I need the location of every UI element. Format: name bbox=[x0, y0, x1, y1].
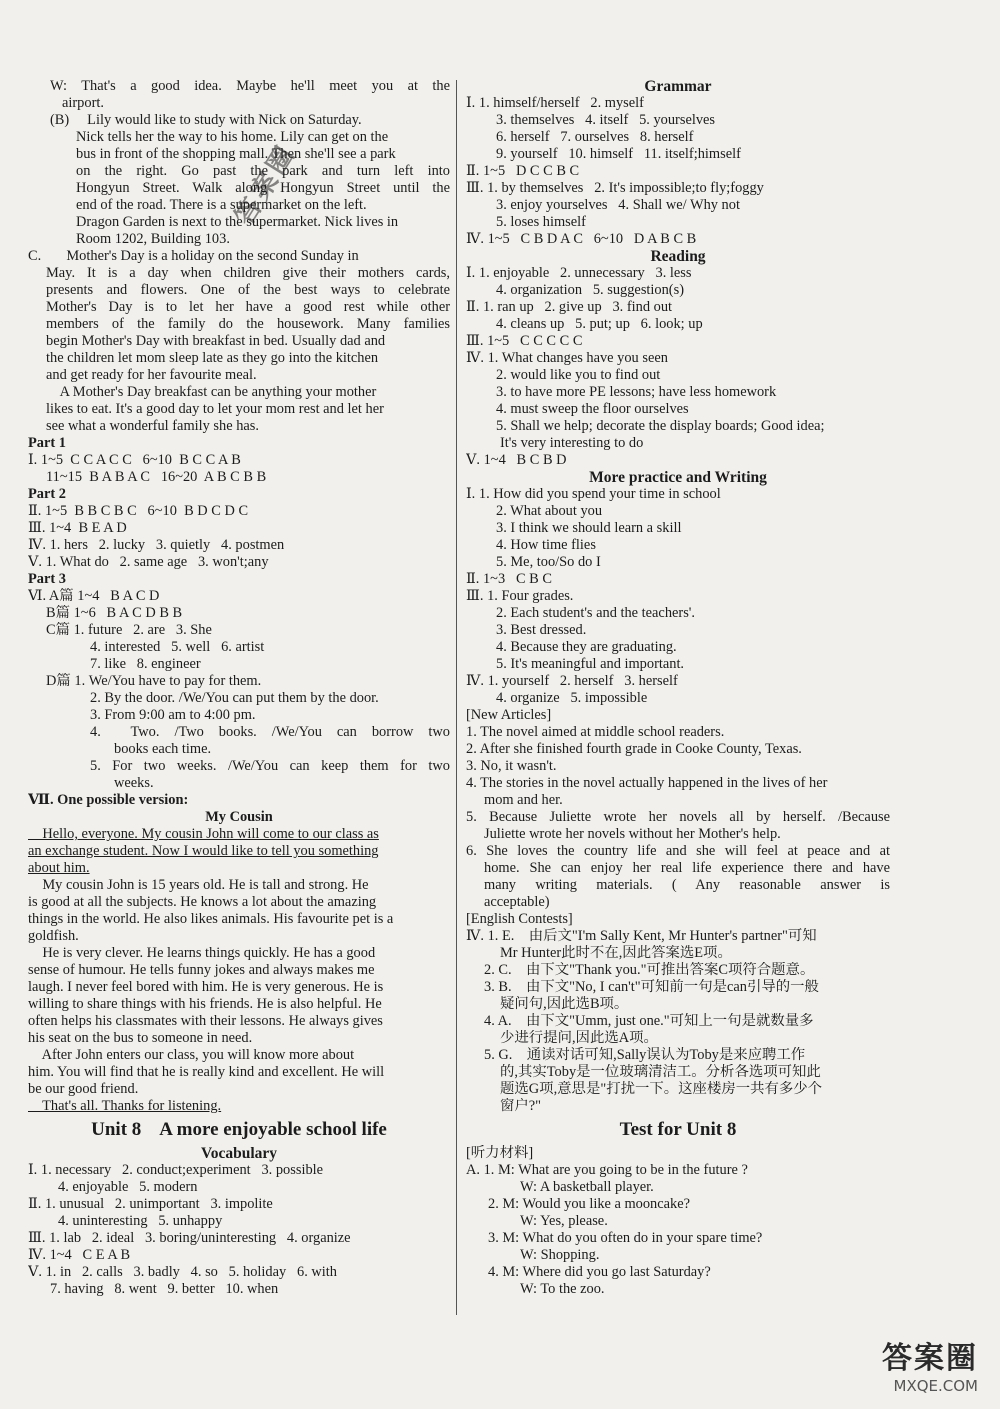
watermark-stamp: 答案圈 bbox=[229, 138, 303, 231]
text-line: Ⅳ. 1. hers 2. lucky 3. quietly 4. postmen bbox=[28, 537, 285, 553]
text-line: Ⅱ. 1. unusual 2. unimportant 3. impolite bbox=[28, 1196, 273, 1212]
logo-url: MXQE.COM bbox=[893, 1377, 978, 1395]
text-line: 的,其实Toby是一位玻璃清洁工。分析各选项可知此 bbox=[500, 1064, 821, 1080]
text-line: 3. I think we should learn a skill bbox=[496, 520, 682, 536]
text-line: 4. interested 5. well 6. artist bbox=[90, 639, 265, 655]
text-line: Mr Hunter此时不在,因此答案选E项。 bbox=[500, 945, 732, 961]
text-line: 1. The novel aimed at middle school readers. bbox=[466, 724, 725, 740]
text-line: 2. would like you to find out bbox=[496, 367, 661, 383]
text-line: Ⅴ. 1~4 B C B D bbox=[466, 452, 567, 468]
text-line: 2. C. 由下文"Thank you."可推出答案C项符合题意。 bbox=[484, 962, 815, 978]
text-line: often helps his classmates with their lessons. He always gives bbox=[28, 1013, 383, 1029]
text-line: [听力材料] bbox=[466, 1145, 534, 1161]
text-line: (B) Lily would like to study with Nick on Saturday. bbox=[50, 112, 362, 128]
text-line: 2. Each student's and the teachers'. bbox=[496, 605, 695, 621]
text-line: Ⅱ. 1~5 B B C B C 6~10 B D C D C bbox=[28, 503, 249, 519]
text-line: That's all. Thanks for listening. bbox=[28, 1098, 222, 1114]
text-line: Part 1 bbox=[28, 435, 66, 451]
text-line: 4. uninteresting 5. unhappy bbox=[58, 1213, 223, 1229]
text-line: 2. By the door. /We/You can put them by the door. bbox=[90, 690, 379, 706]
text-line: 2. What about you bbox=[496, 503, 603, 519]
text-line: D篇 1. We/You have to pay for them. bbox=[46, 673, 262, 689]
text-line: Ⅰ. 1. necessary 2. conduct;experiment 3. possible bbox=[28, 1162, 324, 1178]
text-line: likes to eat. It's a good day to let your mom rest and let her bbox=[46, 401, 384, 417]
text-line: 4. How time flies bbox=[496, 537, 596, 553]
text-line: After John enters our class, you will know more about bbox=[28, 1047, 355, 1063]
text-line: [New Articles] bbox=[466, 707, 552, 723]
text-line: see what a wonderful family she has. bbox=[46, 418, 259, 434]
text-line: 9. yourself 10. himself 11. itself;himself bbox=[496, 146, 741, 162]
text-line: My cousin John is 15 years old. He is tall and strong. He bbox=[28, 877, 369, 893]
text-line: 4. organize 5. impossible bbox=[496, 690, 648, 706]
text-line: Ⅰ. 1~5 C C A C C 6~10 B C C A B bbox=[28, 452, 241, 468]
text-line: Ⅲ. 1. Four grades. bbox=[466, 588, 574, 604]
text-line: Part 2 bbox=[28, 486, 66, 502]
text-line: 5. G. 通读对话可知,Sally误认为Toby是来应聘工作 bbox=[484, 1047, 806, 1063]
text-line: airport. bbox=[62, 95, 104, 111]
text-line: 2. After she finished fourth grade in Cooke County, Texas. bbox=[466, 741, 802, 757]
text-line: 窗户?" bbox=[500, 1098, 542, 1114]
text-line: Ⅰ. 1. How did you spend your time in school bbox=[466, 486, 721, 502]
text-line: Ⅵ. A篇 1~4 B A C D bbox=[28, 588, 160, 604]
text-line: 6. herself 7. ourselves 8. herself bbox=[496, 129, 694, 145]
text-line: Reading bbox=[650, 248, 706, 265]
text-line: Room 1202, Building 103. bbox=[76, 231, 230, 247]
text-line: 4. Two. /Two books. /We/You can borrow two bbox=[90, 724, 450, 740]
text-line: Ⅲ. 1~5 C C C C C bbox=[466, 333, 583, 349]
text-line: 4. organization 5. suggestion(s) bbox=[496, 282, 684, 298]
text-line: 5. It's meaningful and important. bbox=[496, 656, 685, 672]
text-line: many writing materials. ( Any reasonable answer is bbox=[484, 877, 890, 893]
text-line: W: A basketball player. bbox=[520, 1179, 654, 1195]
text-line: sense of humour. He tells funny jokes and always makes me bbox=[28, 962, 375, 978]
text-line: 5. Shall we help; decorate the display boards; Good idea; bbox=[496, 418, 825, 434]
text-line: Ⅲ. 1. lab 2. ideal 3. boring/uninteresting 4. organize bbox=[28, 1230, 351, 1246]
text-line: Ⅶ. One possible version: bbox=[28, 792, 189, 808]
text-line: Dragon Garden is next to the supermarket. Nick lives in bbox=[76, 214, 399, 230]
text-line: Part 3 bbox=[28, 571, 66, 587]
text-line: 4. M: Where did you go last Saturday? bbox=[488, 1264, 711, 1280]
text-line: him. You will find that he is really kind and excellent. He will bbox=[28, 1064, 385, 1080]
text-line: 4. Because they are graduating. bbox=[496, 639, 677, 655]
text-line: members of the family do the housework. Many families bbox=[46, 316, 450, 332]
text-line: 3. No, it wasn't. bbox=[466, 758, 557, 774]
text-line: Ⅴ. 1. What do 2. same age 3. won't;any bbox=[28, 554, 269, 570]
text-line: 5. Because Juliette wrote her novels all by herself. /Because bbox=[466, 809, 890, 825]
text-line: May. It is a day when children give their mothers cards, bbox=[46, 265, 450, 281]
text-line: [English Contests] bbox=[466, 911, 573, 927]
text-line: on the right. Go past the park and turn left into bbox=[76, 163, 450, 179]
text-line: Ⅳ. 1~5 C B D A C 6~10 D A B C B bbox=[466, 231, 697, 247]
text-line: W: Yes, please. bbox=[520, 1213, 608, 1229]
text-line: C. Mother's Day is a holiday on the second Sunday in bbox=[28, 248, 359, 264]
logo-main: 答案圈 bbox=[882, 1341, 978, 1376]
left-column bbox=[28, 78, 450, 1298]
text-line: 11~15 B A B A C 16~20 A B C B B bbox=[46, 469, 267, 485]
text-line: and get ready for her favourite meal. bbox=[46, 367, 257, 383]
text-line: acceptable) bbox=[484, 894, 550, 910]
text-line: Hongyun Street. Walk along Hongyun Street until the bbox=[76, 180, 450, 196]
text-line: laugh. I never feel bored with him. He is very generous. He is bbox=[28, 979, 384, 995]
text-line: W: That's a good idea. Maybe he'll meet you at the bbox=[50, 78, 450, 94]
text-line: weeks. bbox=[114, 775, 154, 791]
text-line: his seat on the bus to someone in need. bbox=[28, 1030, 253, 1046]
text-line: 5. For two weeks. /We/You can keep them for two bbox=[90, 758, 450, 774]
text-line: 3. to have more PE lessons; have less homework bbox=[496, 384, 777, 400]
text-line: More practice and Writing bbox=[589, 469, 767, 486]
text-line: Ⅳ. 1. What changes have you seen bbox=[466, 350, 668, 366]
text-line: C篇 1. future 2. are 3. She bbox=[46, 622, 212, 638]
site-logo bbox=[882, 1333, 978, 1395]
text-line: 6. She loves the country life and she will feel at peace and at bbox=[466, 843, 890, 859]
column-divider bbox=[456, 80, 457, 1315]
text-line: W: To the zoo. bbox=[520, 1281, 605, 1297]
text-line: about him. bbox=[28, 860, 90, 876]
text-line: Ⅱ. 1. ran up 2. give up 3. find out bbox=[466, 299, 673, 315]
text-line: 4. The stories in the novel actually happened in the lives of her bbox=[466, 775, 828, 791]
text-line: books each time. bbox=[114, 741, 212, 757]
text-line: W: Shopping. bbox=[520, 1247, 600, 1263]
text-line: mom and her. bbox=[484, 792, 563, 808]
text-line: My Cousin bbox=[205, 809, 273, 825]
text-line: begin Mother's Day with breakfast in bed. Usually dad and bbox=[46, 333, 386, 349]
text-line: Mother's Day is to let her have a good rest while other bbox=[46, 299, 450, 315]
text-line: 2. M: Would you like a mooncake? bbox=[488, 1196, 691, 1212]
text-line: bus in front of the shopping mall. Then she'll see a park bbox=[76, 146, 396, 162]
text-line: 3. enjoy yourselves 4. Shall we/ Why not bbox=[496, 197, 740, 213]
text-line: 题选G项,意思是"打扰一下。这座楼房一共有多少个 bbox=[500, 1081, 823, 1097]
text-line: end of the road. There is a supermarket on the left. bbox=[76, 197, 367, 213]
text-line: Juliette wrote her novels without her Mother's help. bbox=[484, 826, 781, 842]
text-line: 5. Me, too/So do I bbox=[496, 554, 601, 570]
text-line: 7. like 8. engineer bbox=[90, 656, 201, 672]
text-line: willing to share things with his friends. He is also helpful. He bbox=[28, 996, 382, 1012]
text-line: goldfish. bbox=[28, 928, 79, 944]
text-line: Ⅱ. 1~5 D C C B C bbox=[466, 163, 580, 179]
text-line: be our good friend. bbox=[28, 1081, 139, 1097]
text-line: an exchange student. Now I would like to tell you something bbox=[28, 843, 379, 859]
text-line: Ⅲ. 1~4 B E A D bbox=[28, 520, 127, 536]
text-line: Nick tells her the way to his home. Lily can get on the bbox=[76, 129, 389, 145]
text-line: 少进行提问,因此选A项。 bbox=[500, 1030, 658, 1046]
text-line: 3. themselves 4. itself 5. yourselves bbox=[496, 112, 716, 128]
text-line: Ⅰ. 1. himself/herself 2. myself bbox=[466, 95, 644, 111]
right-column bbox=[466, 78, 890, 1298]
text-line: 4. A. 由下文"Umm, just one."可知上一句是就数量多 bbox=[484, 1013, 814, 1029]
text-line: 3. B. 由下文"No, I can't"可知前一句是can引导的一般 bbox=[484, 979, 819, 995]
text-line: B篇 1~6 B A C D B B bbox=[46, 605, 183, 621]
text-line: Vocabulary bbox=[200, 1145, 278, 1162]
text-line: the children let mom sleep late as they go into the kitchen bbox=[46, 350, 379, 366]
text-line: Grammar bbox=[644, 78, 712, 95]
text-line: things in the world. He also likes animals. His favourite pet is a bbox=[28, 911, 394, 927]
text-line: A. 1. M: What are you going to be in the future ? bbox=[466, 1162, 748, 1178]
text-line: 3. M: What do you often do in your spare time? bbox=[488, 1230, 763, 1246]
text-line: 3. From 9:00 am to 4:00 pm. bbox=[90, 707, 256, 723]
text-line: 3. Best dressed. bbox=[496, 622, 587, 638]
text-line: Ⅳ. 1~4 C E A B bbox=[28, 1247, 131, 1263]
text-line: Ⅱ. 1~3 C B C bbox=[466, 571, 552, 587]
text-line: A Mother's Day breakfast can be anything your mother bbox=[46, 384, 377, 400]
text-line: 疑问句,因此选B项。 bbox=[500, 996, 629, 1012]
text-line: Hello, everyone. My cousin John will come to our class as bbox=[28, 826, 379, 842]
text-line: Ⅳ. 1. E. 由后文"I'm Sally Kent, Mr Hunter's partner"可知 bbox=[466, 928, 817, 944]
text-line: Unit 8 A more enjoyable school life bbox=[91, 1119, 387, 1140]
text-line: is good at all the subjects. He knows a lot about the amazing bbox=[28, 894, 377, 910]
text-line: Ⅳ. 1. yourself 2. herself 3. herself bbox=[466, 673, 678, 689]
text-line: 5. loses himself bbox=[496, 214, 586, 230]
text-line: It's very interesting to do bbox=[500, 435, 644, 451]
text-line: Ⅲ. 1. by themselves 2. It's impossible;to fly;foggy bbox=[466, 180, 764, 196]
text-line: 4. enjoyable 5. modern bbox=[58, 1179, 198, 1195]
text-line: 7. having 8. went 9. better 10. when bbox=[50, 1281, 279, 1297]
text-line: 4. cleans up 5. put; up 6. look; up bbox=[496, 316, 703, 332]
text-line: Ⅰ. 1. enjoyable 2. unnecessary 3. less bbox=[466, 265, 692, 281]
text-line: 4. must sweep the floor ourselves bbox=[496, 401, 689, 417]
text-line: Test for Unit 8 bbox=[619, 1119, 737, 1140]
text-line: He is very clever. He learns things quickly. He has a good bbox=[28, 945, 376, 961]
text-line: Ⅴ. 1. in 2. calls 3. badly 4. so 5. holiday 6. with bbox=[28, 1264, 337, 1280]
text-line: home. She can enjoy her real life experience there and have bbox=[484, 860, 890, 876]
text-line: presents and flowers. One of the best ways to celebrate bbox=[46, 282, 450, 298]
